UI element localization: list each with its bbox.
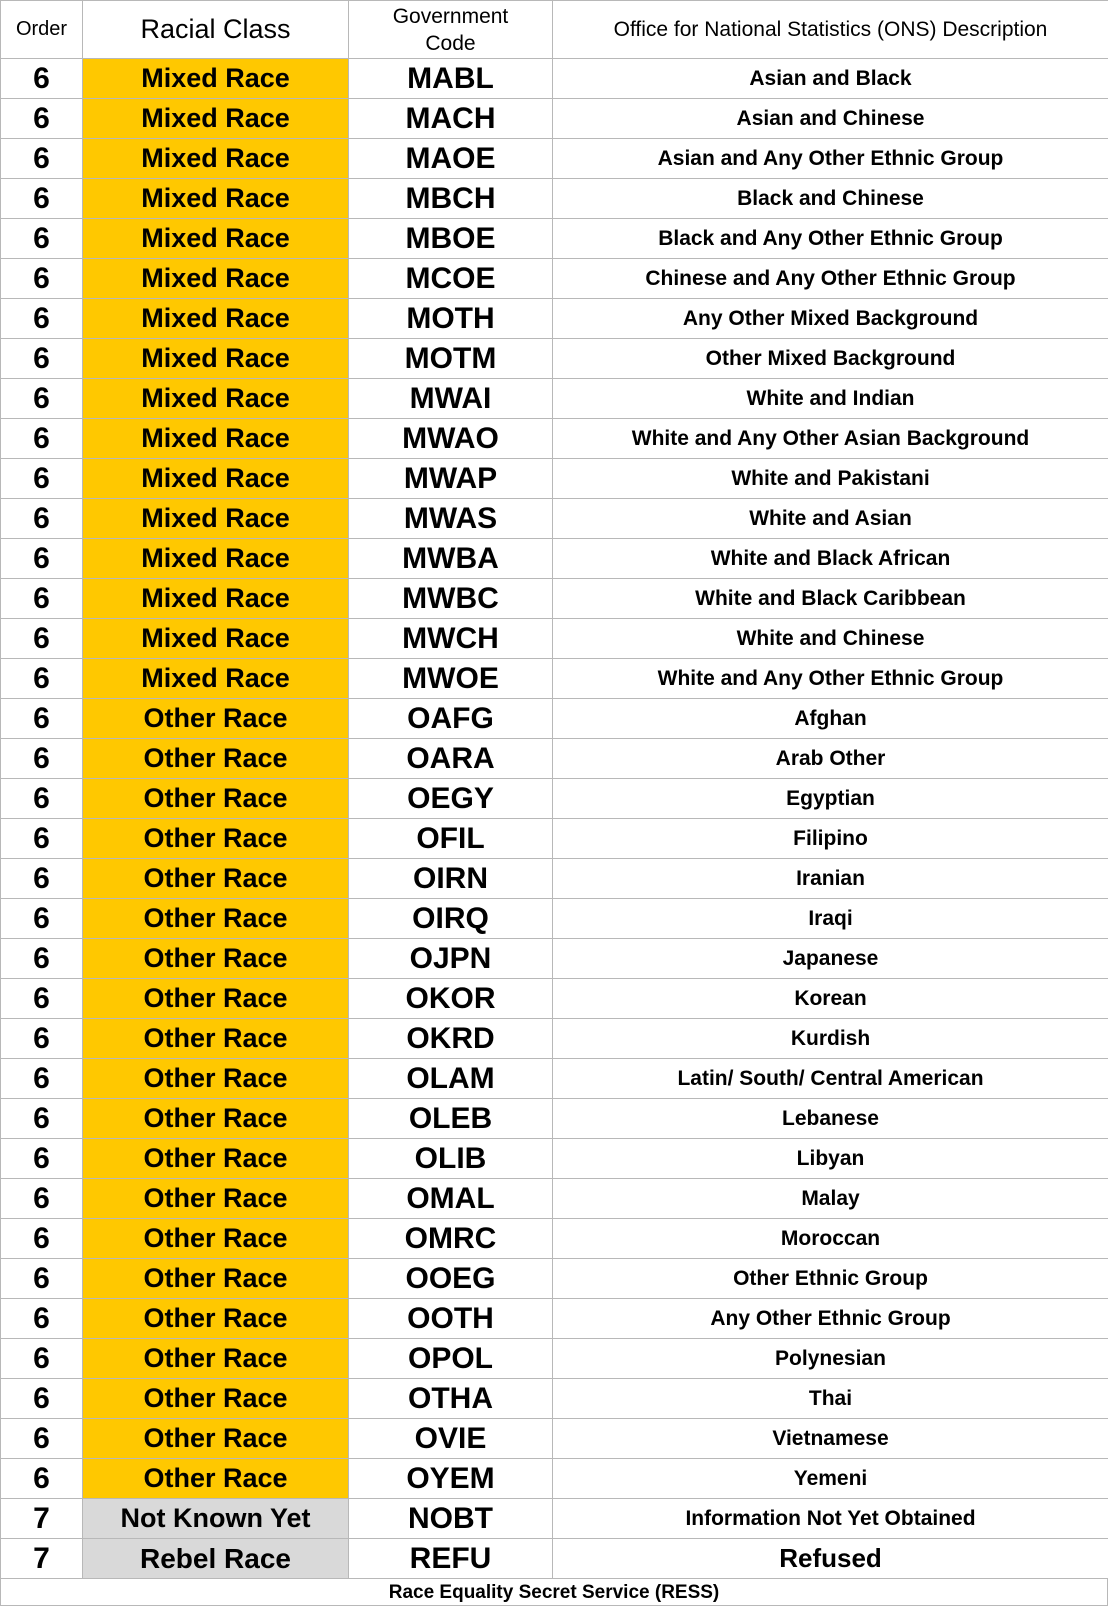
cell-ons-description: Afghan bbox=[553, 699, 1108, 739]
cell-ons-description: Filipino bbox=[553, 819, 1108, 859]
cell-racial-class: Other Race bbox=[83, 779, 349, 819]
table-row bbox=[1, 819, 1108, 859]
cell-government-code: NOBT bbox=[349, 1499, 553, 1539]
cell-order: 6 bbox=[1, 1339, 83, 1379]
cell-order: 6 bbox=[1, 539, 83, 579]
cell-ons-description: Libyan bbox=[553, 1139, 1108, 1179]
cell-racial-class: Other Race bbox=[83, 1379, 349, 1419]
table-row bbox=[1, 299, 1108, 339]
table-row bbox=[1, 1139, 1108, 1179]
cell-order: 6 bbox=[1, 619, 83, 659]
table-row bbox=[1, 739, 1108, 779]
cell-racial-class: Other Race bbox=[83, 1059, 349, 1099]
cell-racial-class: Mixed Race bbox=[83, 299, 349, 339]
cell-racial-class: Mixed Race bbox=[83, 219, 349, 259]
cell-order: 6 bbox=[1, 259, 83, 299]
cell-racial-class: Mixed Race bbox=[83, 659, 349, 699]
table-row bbox=[1, 1059, 1108, 1099]
cell-government-code: MWCH bbox=[349, 619, 553, 659]
table-row bbox=[1, 1259, 1108, 1299]
cell-racial-class: Mixed Race bbox=[83, 99, 349, 139]
cell-government-code: OLIB bbox=[349, 1139, 553, 1179]
table-row bbox=[1, 979, 1108, 1019]
table-row bbox=[1, 1219, 1108, 1259]
cell-racial-class: Other Race bbox=[83, 1179, 349, 1219]
header-government-code bbox=[349, 1, 553, 59]
cell-ons-description: Asian and Chinese bbox=[553, 99, 1108, 139]
header-racial-class: Racial Class bbox=[83, 1, 349, 59]
cell-ons-description: White and Any Other Asian Background bbox=[553, 419, 1108, 459]
header-order: Order bbox=[1, 1, 83, 59]
cell-ons-description: Any Other Ethnic Group bbox=[553, 1299, 1108, 1339]
cell-ons-description: Any Other Mixed Background bbox=[553, 299, 1108, 339]
cell-ons-description: Moroccan bbox=[553, 1219, 1108, 1259]
cell-government-code: MWAI bbox=[349, 379, 553, 419]
cell-order: 6 bbox=[1, 499, 83, 539]
cell-order: 6 bbox=[1, 579, 83, 619]
cell-order: 6 bbox=[1, 379, 83, 419]
table-row bbox=[1, 659, 1108, 699]
cell-government-code: MWBA bbox=[349, 539, 553, 579]
cell-order: 6 bbox=[1, 139, 83, 179]
cell-ons-description: White and Black African bbox=[553, 539, 1108, 579]
cell-ons-description: Other Ethnic Group bbox=[553, 1259, 1108, 1299]
cell-order: 6 bbox=[1, 739, 83, 779]
cell-government-code: OMAL bbox=[349, 1179, 553, 1219]
cell-government-code: MOTH bbox=[349, 299, 553, 339]
cell-racial-class: Mixed Race bbox=[83, 619, 349, 659]
cell-government-code: OOTH bbox=[349, 1299, 553, 1339]
cell-order: 6 bbox=[1, 1099, 83, 1139]
table-row bbox=[1, 699, 1108, 739]
cell-racial-class: Mixed Race bbox=[83, 419, 349, 459]
table-row bbox=[1, 939, 1108, 979]
cell-government-code: OIRN bbox=[349, 859, 553, 899]
cell-government-code: MBOE bbox=[349, 219, 553, 259]
cell-racial-class: Mixed Race bbox=[83, 499, 349, 539]
cell-government-code: OLAM bbox=[349, 1059, 553, 1099]
cell-government-code: OAFG bbox=[349, 699, 553, 739]
cell-order: 6 bbox=[1, 1419, 83, 1459]
cell-government-code: OFIL bbox=[349, 819, 553, 859]
table-row bbox=[1, 339, 1108, 379]
cell-government-code: OIRQ bbox=[349, 899, 553, 939]
cell-order: 6 bbox=[1, 899, 83, 939]
cell-order: 6 bbox=[1, 59, 83, 99]
cell-ons-description: Iranian bbox=[553, 859, 1108, 899]
table-row bbox=[1, 459, 1108, 499]
table-row bbox=[1, 1499, 1108, 1539]
table-row bbox=[1, 1179, 1108, 1219]
cell-government-code: OKOR bbox=[349, 979, 553, 1019]
table-row bbox=[1, 419, 1108, 459]
cell-government-code: OLEB bbox=[349, 1099, 553, 1139]
table-row bbox=[1, 139, 1108, 179]
table-row bbox=[1, 259, 1108, 299]
cell-order: 6 bbox=[1, 339, 83, 379]
table-row bbox=[1, 1019, 1108, 1059]
cell-government-code: MWAP bbox=[349, 459, 553, 499]
cell-order: 6 bbox=[1, 1019, 83, 1059]
cell-order: 6 bbox=[1, 1059, 83, 1099]
cell-racial-class: Other Race bbox=[83, 699, 349, 739]
cell-government-code: OKRD bbox=[349, 1019, 553, 1059]
cell-ons-description: Asian and Any Other Ethnic Group bbox=[553, 139, 1108, 179]
cell-ons-description: Other Mixed Background bbox=[553, 339, 1108, 379]
cell-order: 6 bbox=[1, 1219, 83, 1259]
cell-order: 6 bbox=[1, 779, 83, 819]
table-row bbox=[1, 179, 1108, 219]
cell-racial-class: Other Race bbox=[83, 939, 349, 979]
cell-racial-class: Mixed Race bbox=[83, 259, 349, 299]
cell-order: 6 bbox=[1, 419, 83, 459]
cell-racial-class: Other Race bbox=[83, 899, 349, 939]
cell-government-code: MWOE bbox=[349, 659, 553, 699]
cell-ons-description: Black and Chinese bbox=[553, 179, 1108, 219]
cell-government-code: MWBC bbox=[349, 579, 553, 619]
cell-ons-description: White and Pakistani bbox=[553, 459, 1108, 499]
cell-government-code: OARA bbox=[349, 739, 553, 779]
cell-order: 6 bbox=[1, 1139, 83, 1179]
cell-government-code: MOTM bbox=[349, 339, 553, 379]
table-row bbox=[1, 379, 1108, 419]
cell-ons-description: Korean bbox=[553, 979, 1108, 1019]
cell-ons-description: Polynesian bbox=[553, 1339, 1108, 1379]
table-row bbox=[1, 1099, 1108, 1139]
cell-ons-description: Refused bbox=[553, 1539, 1108, 1579]
cell-ons-description: White and Black Caribbean bbox=[553, 579, 1108, 619]
cell-government-code: OPOL bbox=[349, 1339, 553, 1379]
cell-racial-class: Mixed Race bbox=[83, 139, 349, 179]
cell-ons-description: White and Chinese bbox=[553, 619, 1108, 659]
cell-racial-class: Other Race bbox=[83, 739, 349, 779]
cell-ons-description: Japanese bbox=[553, 939, 1108, 979]
cell-government-code: REFU bbox=[349, 1539, 553, 1579]
cell-ons-description: White and Indian bbox=[553, 379, 1108, 419]
cell-ons-description: Asian and Black bbox=[553, 59, 1108, 99]
cell-racial-class: Mixed Race bbox=[83, 59, 349, 99]
table-row bbox=[1, 1379, 1108, 1419]
cell-racial-class: Other Race bbox=[83, 1339, 349, 1379]
cell-racial-class: Other Race bbox=[83, 1259, 349, 1299]
table-body bbox=[1, 59, 1108, 1579]
cell-ons-description: White and Any Other Ethnic Group bbox=[553, 659, 1108, 699]
table-row bbox=[1, 1539, 1108, 1579]
cell-order: 6 bbox=[1, 979, 83, 1019]
cell-racial-class: Other Race bbox=[83, 1299, 349, 1339]
table-row bbox=[1, 619, 1108, 659]
table-header bbox=[1, 1, 1108, 59]
cell-racial-class: Other Race bbox=[83, 1099, 349, 1139]
cell-racial-class: Other Race bbox=[83, 1419, 349, 1459]
cell-order: 6 bbox=[1, 699, 83, 739]
cell-racial-class: Mixed Race bbox=[83, 339, 349, 379]
cell-racial-class: Other Race bbox=[83, 859, 349, 899]
table-row bbox=[1, 899, 1108, 939]
cell-order: 6 bbox=[1, 1299, 83, 1339]
cell-order: 6 bbox=[1, 659, 83, 699]
table-row bbox=[1, 1459, 1108, 1499]
cell-order: 6 bbox=[1, 859, 83, 899]
cell-order: 7 bbox=[1, 1499, 83, 1539]
cell-government-code: MACH bbox=[349, 99, 553, 139]
header-government-code-line2: Code bbox=[425, 32, 475, 55]
cell-racial-class: Mixed Race bbox=[83, 539, 349, 579]
table-row bbox=[1, 1299, 1108, 1339]
cell-government-code: MABL bbox=[349, 59, 553, 99]
header-government-code-line1: Government bbox=[393, 5, 509, 28]
cell-order: 6 bbox=[1, 1379, 83, 1419]
cell-racial-class: Other Race bbox=[83, 1459, 349, 1499]
cell-order: 6 bbox=[1, 219, 83, 259]
cell-racial-class: Mixed Race bbox=[83, 579, 349, 619]
cell-government-code: OOEG bbox=[349, 1259, 553, 1299]
cell-government-code: OYEM bbox=[349, 1459, 553, 1499]
cell-government-code: OJPN bbox=[349, 939, 553, 979]
cell-government-code: OEGY bbox=[349, 779, 553, 819]
cell-government-code: MCOE bbox=[349, 259, 553, 299]
cell-ons-description: White and Asian bbox=[553, 499, 1108, 539]
table-row bbox=[1, 59, 1108, 99]
cell-order: 6 bbox=[1, 939, 83, 979]
header-ons-description: Office for National Statistics (ONS) Description bbox=[553, 1, 1108, 59]
cell-order: 6 bbox=[1, 1459, 83, 1499]
table-row bbox=[1, 539, 1108, 579]
cell-racial-class: Mixed Race bbox=[83, 459, 349, 499]
footer-caption: Race Equality Secret Service (RESS) bbox=[0, 1579, 1108, 1606]
cell-racial-class: Other Race bbox=[83, 1219, 349, 1259]
table-row bbox=[1, 779, 1108, 819]
cell-ons-description: Information Not Yet Obtained bbox=[553, 1499, 1108, 1539]
cell-order: 6 bbox=[1, 1179, 83, 1219]
cell-order: 6 bbox=[1, 459, 83, 499]
cell-government-code: MWAS bbox=[349, 499, 553, 539]
cell-ons-description: Latin/ South/ Central American bbox=[553, 1059, 1108, 1099]
cell-order: 6 bbox=[1, 179, 83, 219]
header-row bbox=[1, 1, 1108, 59]
cell-ons-description: Arab Other bbox=[553, 739, 1108, 779]
cell-racial-class: Rebel Race bbox=[83, 1539, 349, 1579]
cell-ons-description: Kurdish bbox=[553, 1019, 1108, 1059]
table-row bbox=[1, 1339, 1108, 1379]
cell-racial-class: Other Race bbox=[83, 819, 349, 859]
cell-racial-class: Not Known Yet bbox=[83, 1499, 349, 1539]
cell-racial-class: Mixed Race bbox=[83, 379, 349, 419]
cell-racial-class: Other Race bbox=[83, 1019, 349, 1059]
cell-ons-description: Yemeni bbox=[553, 1459, 1108, 1499]
cell-government-code: MBCH bbox=[349, 179, 553, 219]
table-row bbox=[1, 499, 1108, 539]
cell-racial-class: Other Race bbox=[83, 979, 349, 1019]
cell-order: 7 bbox=[1, 1539, 83, 1579]
cell-government-code: OTHA bbox=[349, 1379, 553, 1419]
table-row bbox=[1, 579, 1108, 619]
cell-order: 6 bbox=[1, 1259, 83, 1299]
cell-order: 6 bbox=[1, 819, 83, 859]
cell-government-code: MAOE bbox=[349, 139, 553, 179]
cell-government-code: MWAO bbox=[349, 419, 553, 459]
cell-ons-description: Thai bbox=[553, 1379, 1108, 1419]
cell-ons-description: Egyptian bbox=[553, 779, 1108, 819]
cell-government-code: OMRC bbox=[349, 1219, 553, 1259]
cell-ons-description: Black and Any Other Ethnic Group bbox=[553, 219, 1108, 259]
table-row bbox=[1, 859, 1108, 899]
cell-racial-class: Mixed Race bbox=[83, 179, 349, 219]
cell-ons-description: Lebanese bbox=[553, 1099, 1108, 1139]
table-row bbox=[1, 1419, 1108, 1459]
cell-order: 6 bbox=[1, 299, 83, 339]
cell-ons-description: Malay bbox=[553, 1179, 1108, 1219]
cell-order: 6 bbox=[1, 99, 83, 139]
cell-ons-description: Vietnamese bbox=[553, 1419, 1108, 1459]
cell-racial-class: Other Race bbox=[83, 1139, 349, 1179]
table-row bbox=[1, 99, 1108, 139]
table-row bbox=[1, 219, 1108, 259]
cell-government-code: OVIE bbox=[349, 1419, 553, 1459]
cell-ons-description: Chinese and Any Other Ethnic Group bbox=[553, 259, 1108, 299]
cell-ons-description: Iraqi bbox=[553, 899, 1108, 939]
